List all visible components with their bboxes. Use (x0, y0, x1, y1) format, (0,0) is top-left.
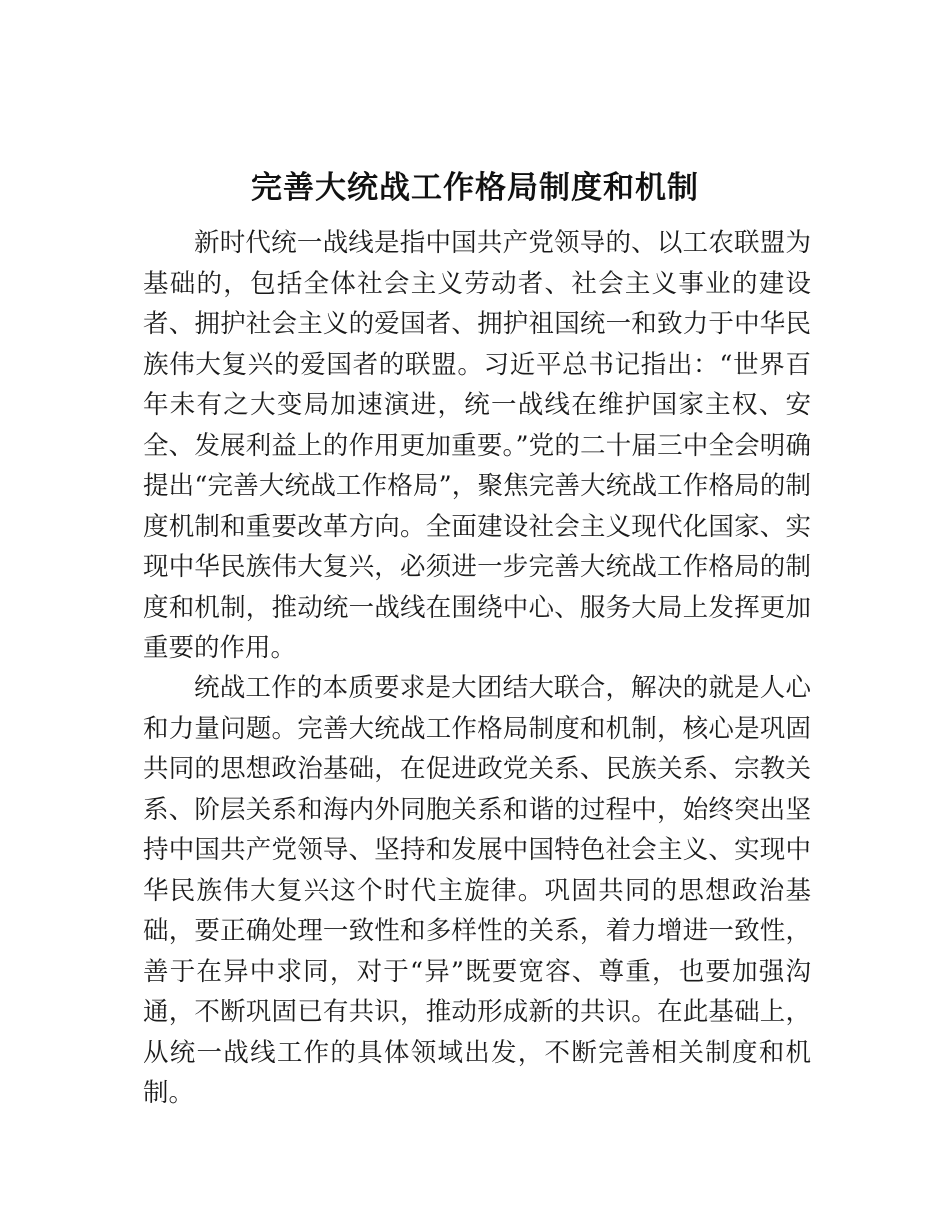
document-title: 完善大统战工作格局制度和机制 (251, 170, 699, 206)
body-paragraph-1: 新时代统一战线是指中国共产党领导的、以工农联盟为基础的，包括全体社会主义劳动者、社会主义事业的建设者、拥护社会主义的爱国者、拥护祖国统一和致力于中华民族伟大复兴的爱国者的联盟。习近平总书记指出：“世界百年未有之大变局加速演进，统一战线在维护国家主权、安全、发展利益上的作用更加重要。”党的二十届三中全会明确提出“完善大统战工作格局”，聚焦完善大统战工作格局的制度机制和重要改革方向。全面建设社会主义现代化国家、实现中华民族伟大复兴，必须进一步完善大统战工作格局的制度和机制，推动统一战线在围绕中心、服务大局上发挥更加重要的作用。 (143, 228, 811, 663)
body-paragraph-2: 统战工作的本质要求是大团结大联合，解决的就是人心和力量问题。完善大统战工作格局制度和机制，核心是巩固共同的思想政治基础，在促进政党关系、民族关系、宗教关系、阶层关系和海内外同胞关系和谐的过程中，始终突出坚持中国共产党领导、坚持和发展中国特色社会主义、实现中华民族伟大复兴这个时代主旋律。巩固共同的思想政治基础，要正确处理一致性和多样性的关系，着力增进一致性，善于在异中求同，对于“异”既要宽容、尊重，也要加强沟通，不断巩固已有共识，推动形成新的共识。在此基础上，从统一战线工作的具体领域出发，不断完善相关制度和机制。 (143, 673, 811, 1108)
